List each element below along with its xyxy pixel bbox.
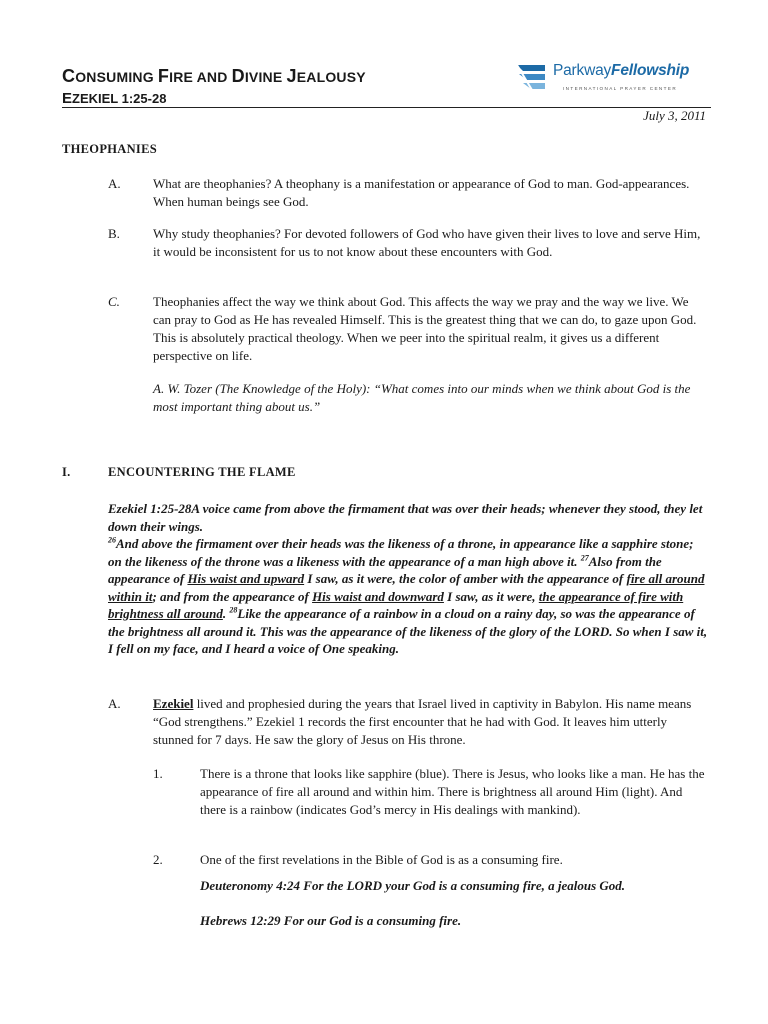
section-heading: ENCOUNTERING THE FLAME: [108, 465, 296, 479]
scripture-text: Ezekiel 1:25-28A voice came from above the firmament that was over their heads; whenever they stood, they let down their wings.: [108, 501, 703, 534]
reference-rest: ZEKIEL 1:25-28: [72, 91, 167, 106]
logo-name: [553, 62, 689, 80]
list-item-text: Why study theophanies? For devoted followers of God who have given their lives to love and serve Him, it would be inconsistent for us to not know about these encounters with God.: [153, 226, 701, 259]
verse-quote: Hebrews 12:29 For our God is a consuming fire.: [200, 913, 462, 928]
logo-name-part: Fellowship: [611, 62, 690, 79]
sub-item-text: There is a throne that looks like sapphire (blue). There is Jesus, who looks like a man. He has the appearance of fire all around and within him. There is brightness all around Him (light). And there is a rainbow (indicates God’s mercy in His dealings with mankind).: [200, 766, 705, 817]
list-item-text: What are theophanies? A theophany is a manifestation or appearance of God to man. God-appearances. When human beings see God.: [153, 176, 690, 209]
scripture-reference: [62, 90, 166, 107]
title-word: IVINE: [244, 69, 287, 85]
section-heading: THEOPHANIES: [62, 142, 157, 156]
list-marker: B.: [108, 226, 120, 241]
scripture-text: Also from the appearance of: [108, 553, 662, 586]
logo-mark-icon: [515, 61, 549, 97]
list-marker: A.: [108, 696, 121, 711]
verse-number: 28: [229, 605, 238, 615]
title-initial: J: [286, 66, 297, 86]
underlined-phrase: fire all around within it: [108, 571, 705, 604]
list-item-body: lived and prophesied during the years that Israel lived in captivity in Babylon. His name means “God strengthens.” Ezekiel 1 records the first encounter that he had with God. It leaves him utterly stunned for 7 days. He saw the glory of Jesus on His throne.: [153, 696, 692, 747]
underlined-phrase: the appearance of fire with brightness all around: [108, 588, 684, 621]
verse-quote: Deuteronomy 4:24 For the LORD your God is a consuming fire, a jealous God.: [200, 878, 626, 893]
tozer-quote: A. W. Tozer (The Knowledge of the Holy): “What comes into our minds when we think about God is the most important thing about us.”: [153, 381, 691, 414]
underlined-phrase: His waist and downward: [312, 588, 444, 604]
list-marker: C.: [108, 294, 120, 309]
parkway-fellowship-logo: [515, 61, 715, 101]
title-word: ONSUMING: [75, 69, 158, 85]
underlined-phrase: His waist and upward: [187, 571, 305, 586]
scripture-text: I saw, as it were,: [443, 588, 539, 604]
list-item-text: [153, 695, 708, 749]
scripture-text: I saw, as it were, the color of amber with the appearance of: [304, 571, 627, 586]
title-initial: F: [157, 66, 170, 86]
verse-number: 27: [580, 553, 589, 563]
title-initial: D: [231, 66, 245, 86]
verse-number: 26: [108, 535, 116, 545]
scripture-text: Like the appearance of a rainbow in a cloud on a rainy day, so was the appearance of the brightness all around it. This was the appearance of the likeness of the glory of the LORD. So when I saw it, I fell on my face, and I heard a voice of One speaking.: [108, 606, 708, 656]
list-marker: A.: [108, 176, 121, 191]
logo-name-part: Parkway: [553, 62, 612, 79]
scripture-text: ; and from the appearance of: [152, 588, 313, 604]
title-word: EALOUSY: [296, 69, 366, 85]
title-initial: C: [62, 66, 76, 86]
reference-initial: E: [62, 90, 73, 107]
prophet-name: Ezekiel: [153, 696, 194, 711]
document-date: July 3, 2011: [643, 108, 706, 123]
document-title: [62, 66, 366, 87]
list-item-text: Theophanies affect the way we think about God. This affects the way we pray and the way we live. We can pray to God as He has revealed Himself. This is the greatest thing that we can do, to gaze upon God. This is absolutely practical theology. When we peer into the spiritual realm, it gives us a different perspective on life.: [153, 294, 697, 363]
header-rule: [62, 107, 711, 108]
title-word: IRE AND: [169, 69, 232, 85]
section-number: I.: [62, 465, 71, 479]
scripture-text: .: [222, 606, 227, 621]
scripture-text: And above the firmament over their heads was the likeness of a throne, in appearance like a sapphire stone; on the likeness of the throne was a likeness with the appearance of a man high above it.: [108, 536, 694, 569]
logo-subtitle: INTERNATIONAL PRAYER CENTER: [563, 86, 678, 91]
list-marker: 1.: [153, 766, 163, 781]
scripture-passage: [108, 500, 708, 658]
sub-item-text: One of the first revelations in the Bible of God is as a consuming fire.: [200, 852, 563, 867]
list-marker: 2.: [153, 852, 163, 867]
